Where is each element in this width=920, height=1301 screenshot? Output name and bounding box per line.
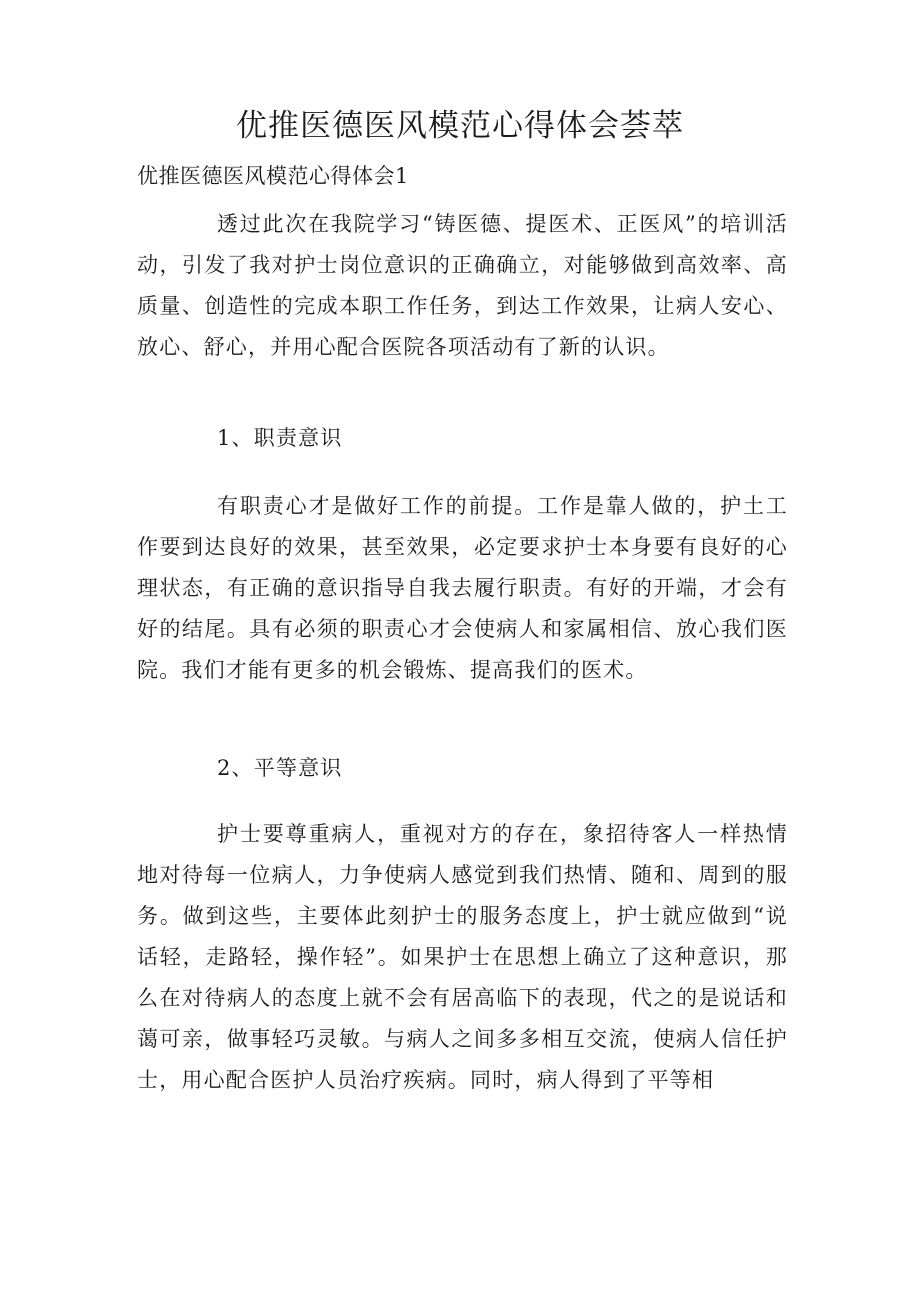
section-heading-responsibility: 1、职责意识 xyxy=(217,426,343,450)
paragraph-intro: 透过此次在我院学习“铸医德、提医术、正医风”的培训活动，引发了我对护士岗位意识的正确确立，对能够做到高效率、高质量、创造性的完成本职工作任务，到达工作效果，让病人安心、放心、舒心，并用心配合医院各项活动有了新的认识。 xyxy=(137,212,788,359)
paragraph-equality: 护士要尊重病人，重视对方的存在，象招待客人一样热情地对待每一位病人，力争使病人感觉到我们热情、随和、周到的服务。做到这些，主要体此刻护士的服务态度上，护士就应做到“说话轻，走路轻，操作轻”。如果护士在思想上确立了这种意识，那么在对待病人的态度上就不会有居高临下的表现，代之的是说话和蔼可亲，做事轻巧灵敏。与病人之间多多相互交流，使病人信任护士，用心配合医护人员治疗疾病。同时，病人得到了平等相 xyxy=(137,822,788,1092)
paragraph-responsibility: 有职责心才是做好工作的前提。工作是靠人做的，护土工作要到达良好的效果，甚至效果，必定要求护士本身要有良好的心理状态，有正确的意识指导自我去履行职责。有好的开端，才会有好的结尾。具有必须的职责心才会使病人和家属相信、放心我们医院。我们才能有更多的机会锻炼、提高我们的医术。 xyxy=(137,494,788,682)
document-title: 优推医德医风模范心得体会荟萃 xyxy=(236,108,684,144)
document-subtitle: 优推医德医风模范心得体会1 xyxy=(137,164,409,188)
section-heading-equality: 2、平等意识 xyxy=(217,756,343,780)
